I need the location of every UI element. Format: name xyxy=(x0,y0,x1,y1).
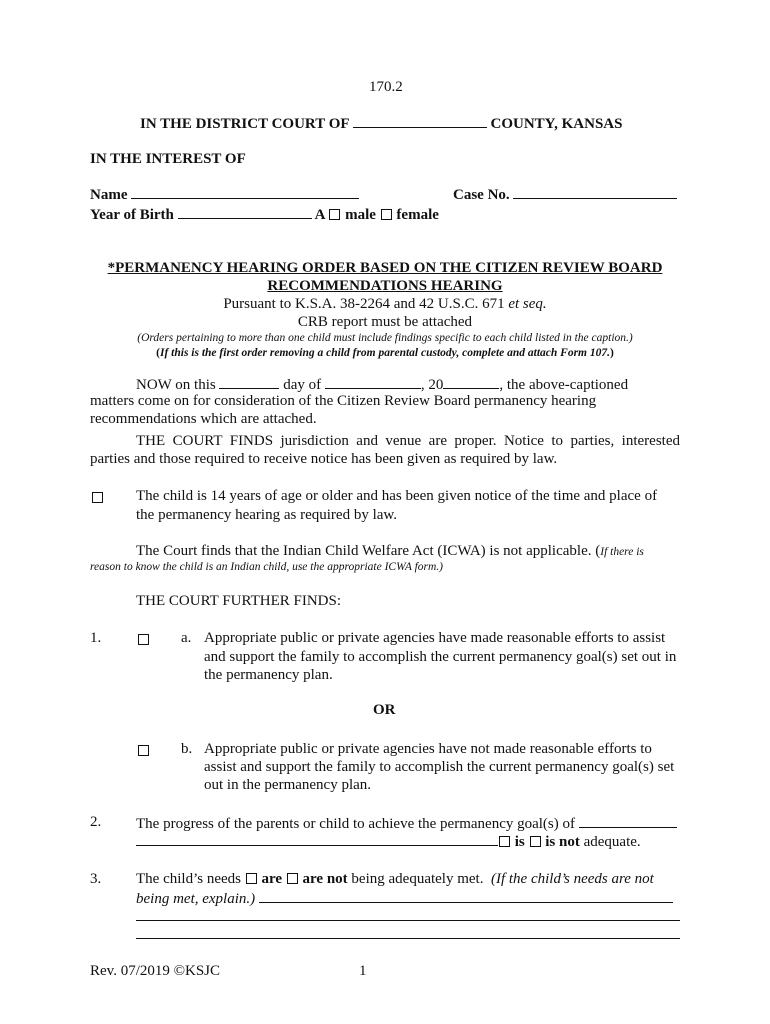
is-adequate-checkbox[interactable] xyxy=(499,836,510,847)
adequately-met-text: being adequately met. xyxy=(351,871,484,887)
order-title-text1: *PERMANENCY HEARING ORDER BASED ON THE CITIZEN REVIEW BOARD xyxy=(107,260,663,276)
is-label: is xyxy=(514,834,525,850)
order-title-text2: RECOMMENDATIONS HEARING xyxy=(267,278,503,294)
are-not-label: are not xyxy=(302,871,348,887)
needs-explain-italic2: being met, explain.) xyxy=(136,891,256,907)
form-number: 170.2 xyxy=(369,79,403,95)
day-of-text: day of xyxy=(283,377,322,393)
note-close-paren: ) xyxy=(610,347,614,359)
now-on-this-text: NOW on this xyxy=(136,377,216,393)
item1b-label: b. xyxy=(181,741,193,757)
item3-number: 3. xyxy=(90,871,102,887)
or-separator: OR xyxy=(373,702,396,718)
a-label: A xyxy=(314,207,325,223)
item2-number: 2. xyxy=(90,814,102,830)
court-finds-paragraph: THE COURT FINDS jurisdiction and venue are proper. Notice to parties, interested parties and those required to receive notice has been given as required by law. xyxy=(90,433,680,467)
day-blank[interactable] xyxy=(219,375,279,389)
item3-line2 xyxy=(136,889,673,908)
court-suffix: COUNTY, KANSAS xyxy=(490,116,623,132)
icwa-italic1: If there is xyxy=(600,546,644,558)
page-number: 1 xyxy=(359,963,367,979)
item1b-line2: assist and support the family to accomplish the current permanency goal(s) set xyxy=(204,759,675,775)
male-label: male xyxy=(345,207,376,223)
item2-text: The progress of the parents or child to achieve the permanency goal(s) of xyxy=(136,816,575,832)
item2-line2 xyxy=(136,832,641,851)
female-label: female xyxy=(396,207,439,223)
item1a-line2: and support the family to accomplish the current permanency goal(s) set out in xyxy=(204,649,677,665)
icwa-text: The Court finds that the Indian Child Welfare Act (ICWA) is not applicable. ( xyxy=(136,543,601,559)
item1-number: 1. xyxy=(90,630,102,646)
order-title-line2 xyxy=(0,278,770,295)
female-checkbox[interactable] xyxy=(381,209,392,220)
permanency-goal-blank-2[interactable] xyxy=(136,832,498,846)
item3-line1 xyxy=(136,871,654,888)
explain-blank-1[interactable] xyxy=(259,889,673,903)
now-paragraph-line2: matters come on for consideration of the Citizen Review Board permanency hearing xyxy=(90,393,597,409)
needs-are-checkbox[interactable] xyxy=(246,873,257,884)
is-not-label: is not xyxy=(545,834,580,850)
child-needs-text: The child’s needs xyxy=(136,871,241,887)
item1b-line3: out in the permanency plan. xyxy=(204,777,372,793)
note-text: If this is the first order removing a child from parental custody, complete and attach Form 107. xyxy=(159,347,610,359)
icwa-line2: reason to know the child is an Indian child, use the appropriate ICWA form.) xyxy=(90,561,444,573)
pursuant-text: Pursuant to K.S.A. 38-2264 and 42 U.S.C. 671 xyxy=(223,296,505,312)
explain-blank-3[interactable] xyxy=(136,938,680,939)
pursuant-line xyxy=(0,296,770,313)
further-finds-heading: THE COURT FURTHER FINDS: xyxy=(136,593,342,609)
crb-report-line: CRB report must be attached xyxy=(297,314,473,330)
note-open-paren: ( xyxy=(156,347,160,359)
multiple-children-note: (Orders pertaining to more than one child must include findings specific to each child listed in the caption.) xyxy=(137,332,633,344)
name-label: Name xyxy=(90,187,128,203)
now-paragraph-line1 xyxy=(136,375,628,394)
name-blank[interactable] xyxy=(131,185,359,199)
needs-are-not-checkbox[interactable] xyxy=(287,873,298,884)
are-label: are xyxy=(261,871,283,887)
item1a-line3: the permanency plan. xyxy=(204,667,333,683)
icwa-line1 xyxy=(136,543,644,560)
court-prefix: IN THE DISTRICT COURT OF xyxy=(140,116,349,132)
et-seq-text: et seq. xyxy=(508,296,547,312)
name-field xyxy=(90,185,359,204)
interest-of-heading: IN THE INTEREST OF xyxy=(90,151,246,167)
explain-blank-2[interactable] xyxy=(136,920,680,921)
permanency-goal-blank[interactable] xyxy=(579,814,677,828)
month-blank[interactable] xyxy=(325,375,421,389)
year-of-birth-label: Year of Birth xyxy=(90,207,174,223)
item1b-line1: Appropriate public or private agencies have not made reasonable efforts to xyxy=(204,741,652,757)
order-title-line1 xyxy=(0,260,770,277)
item1a-label: a. xyxy=(181,630,192,646)
item2-line1 xyxy=(136,814,677,833)
male-checkbox[interactable] xyxy=(329,209,340,220)
child-14-line1: The child is 14 years of age or older and has been given notice of the time and place of xyxy=(136,488,658,504)
year-of-birth-blank[interactable] xyxy=(178,205,312,219)
revision-footer: Rev. 07/2019 ©KSJC xyxy=(90,963,221,979)
case-number-label: Case No. xyxy=(453,187,510,203)
case-number-blank[interactable] xyxy=(513,185,677,199)
child-14-line2: the permanency hearing as required by law. xyxy=(136,507,397,523)
child-14-checkbox[interactable] xyxy=(92,492,103,503)
above-captioned-text: , the above-captioned xyxy=(499,377,629,393)
is-not-adequate-checkbox[interactable] xyxy=(530,836,541,847)
needs-explain-italic1: (If the child’s needs are not xyxy=(490,871,654,887)
year-blank[interactable] xyxy=(443,375,499,389)
item1a-line1: Appropriate public or private agencies have made reasonable efforts to assist xyxy=(204,630,666,646)
first-order-note xyxy=(0,347,770,359)
adequate-label: adequate. xyxy=(583,834,641,850)
court-heading xyxy=(140,114,622,133)
case-number-field xyxy=(453,185,677,204)
year-prefix-text: , 20 xyxy=(420,377,444,393)
county-blank[interactable] xyxy=(353,114,487,128)
year-of-birth-field xyxy=(90,205,439,224)
item1a-checkbox[interactable] xyxy=(138,634,149,645)
now-paragraph-line3: recommendations which are attached. xyxy=(90,411,317,427)
item1b-checkbox[interactable] xyxy=(138,745,149,756)
